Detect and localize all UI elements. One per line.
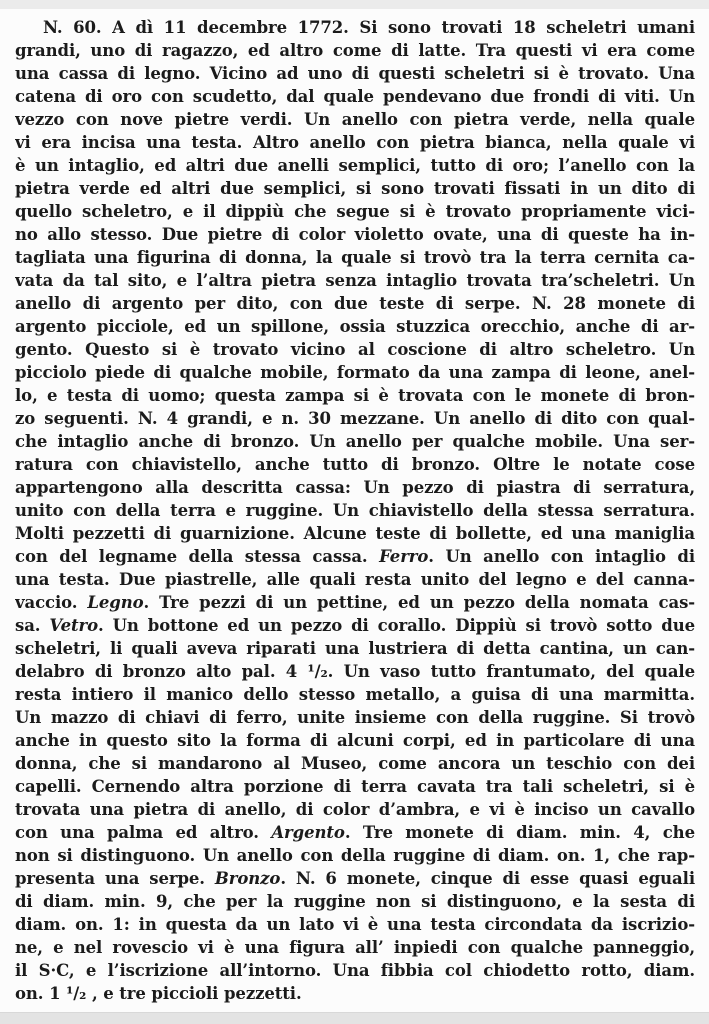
text-line	[15, 315, 695, 338]
text-segment: una testa. Due piastrelle, alle quali resta unito del legno e del canna-	[15, 570, 695, 589]
text-segment: il S·C, e l’iscrizione all’intorno. Una fibbia col chiodetto rotto, diam.	[15, 961, 695, 980]
text-line	[15, 798, 695, 821]
text-line	[15, 430, 695, 453]
text-segment: tagliata una figurina di donna, la quale si trovò tra la terra cernita ca-	[15, 248, 695, 267]
text-segment: presenta una serpe.	[15, 869, 215, 888]
text-line	[15, 637, 695, 660]
text-line	[15, 361, 695, 384]
text-segment: che intaglio anche di bronzo. Un anello per qualche mobile. Una ser-	[15, 432, 695, 451]
text-segment: catena di oro con scudetto, dal quale pendevano due frondi di viti. Un	[15, 87, 695, 106]
text-line	[15, 936, 695, 959]
text-line	[15, 545, 695, 568]
text-line	[15, 85, 695, 108]
text-segment: vata da tal sito, e l’altra pietra senza intaglio trovata tra’scheletri. Un	[15, 271, 695, 290]
text-line	[15, 775, 695, 798]
text-line	[15, 568, 695, 591]
text-line	[15, 453, 695, 476]
text-segment: . Tre pezzi di un pettine, ed un pezzo della nomata cas-	[143, 593, 695, 612]
material-label: Vetro	[49, 616, 98, 635]
text-segment: di diam. min. 9, che per la ruggine non si distinguono, e la sesta di	[15, 892, 695, 911]
text-line	[15, 200, 695, 223]
text-line	[15, 660, 695, 683]
text-segment: vi era incisa una testa. Altro anello con pietra bianca, nella quale vi	[15, 133, 695, 152]
text-segment: capelli. Cernendo altra porzione di terra cavata tra tali scheletri, si è	[15, 777, 695, 796]
text-line	[15, 706, 695, 729]
text-segment: sa.	[15, 616, 50, 635]
text-line	[15, 292, 695, 315]
text-line	[15, 522, 695, 545]
text-line	[15, 338, 695, 361]
text-line	[15, 890, 695, 913]
text-segment: trovata una pietra di anello, di color d’ambra, e vi è inciso un cavallo	[15, 800, 695, 819]
text-segment: vaccio.	[15, 593, 88, 612]
text-segment: anello di argento per dito, con due teste di serpe. N. 28 monete di	[15, 294, 695, 313]
material-label: Legno	[87, 593, 144, 612]
text-segment: . N. 6 monete, cinque di esse quasi eguali	[280, 869, 695, 888]
text-line	[15, 131, 695, 154]
text-segment: appartengono alla descritta cassa: Un pezzo di piastra di serratura,	[15, 478, 695, 497]
text-segment: picciolo piede di qualche mobile, formato da una zampa di leone, anel-	[15, 363, 695, 382]
text-line	[15, 62, 695, 85]
text-segment: una cassa di legno. Vicino ad uno di questi scheletri si è trovato. Una	[15, 64, 695, 83]
text-segment: quello scheletro, e il dippiù che segue si è trovato propriamente vici-	[15, 202, 695, 221]
text-line	[15, 269, 695, 292]
text-segment: zo seguenti. N. 4 grandi, e n. 30 mezzane. Un anello di dito con qual-	[15, 409, 695, 428]
material-label: Bronzo	[214, 869, 281, 888]
text-segment: donna, che si mandarono al Museo, come ancora un teschio con dei	[15, 754, 695, 773]
text-segment: pietra verde ed altri due semplici, si sono trovati fissati in un dito di	[15, 179, 695, 198]
text-segment: no allo stesso. Due pietre di color violetto ovate, una di queste ha in-	[15, 225, 695, 244]
text-segment: anche in questo sito la forma di alcuni corpi, ed in particolare di una	[15, 731, 695, 750]
text-line	[15, 499, 695, 522]
text-segment: argento picciole, ed un spillone, ossia stuzzica orecchio, anche di ar-	[15, 317, 695, 336]
text-line	[15, 177, 695, 200]
scan-edge-bottom	[0, 1012, 709, 1024]
text-line	[15, 591, 695, 614]
text-segment: diam. on. 1: in questa da un lato vi è una testa circondata da iscrizio-	[15, 915, 695, 934]
text-segment: ne, e nel rovescio vi è una figura all’ inpiedi con qualche panneggio,	[15, 938, 695, 957]
text-segment: non si distinguono. Un anello con della ruggine di diam. on. 1, che rap-	[15, 846, 695, 865]
text-line	[15, 729, 695, 752]
text-line	[15, 867, 695, 890]
text-line	[15, 39, 695, 62]
text-segment: . Un bottone ed un pezzo di corallo. Dippiù si trovò sotto due	[98, 616, 695, 635]
text-segment: on. 1 ¹/₂ , e tre piccioli pezzetti.	[15, 984, 302, 1003]
material-label: Argento	[271, 823, 345, 842]
text-line	[15, 246, 695, 269]
text-line	[15, 821, 695, 844]
text-line	[15, 913, 695, 936]
text-line	[15, 108, 695, 131]
text-segment: unito con della terra e ruggine. Un chiavistello della stessa serratura.	[15, 501, 695, 520]
text-line	[15, 476, 695, 499]
scan-edge-top	[0, 0, 709, 9]
text-line	[15, 384, 695, 407]
text-segment: . Un anello con intaglio di	[428, 547, 695, 566]
text-line	[15, 223, 695, 246]
text-segment: N. 60. A dì 11 decembre 1772. Si sono trovati 18 scheletri umani	[43, 18, 695, 37]
document-page	[15, 16, 695, 1005]
text-segment: ratura con chiavistello, anche tutto di bronzo. Oltre le notate cose	[15, 455, 695, 474]
text-segment: gento. Questo si è trovato vicino al coscione di altro scheletro. Un	[15, 340, 695, 359]
text-line	[15, 959, 695, 982]
text-line	[15, 614, 695, 637]
text-line	[15, 154, 695, 177]
text-segment: scheletri, li quali aveva riparati una lustriera di detta cantina, un can-	[15, 639, 695, 658]
text-line	[15, 683, 695, 706]
text-segment: . Tre monete di diam. min. 4, che	[344, 823, 695, 842]
text-segment: con una palma ed altro.	[15, 823, 272, 842]
text-line	[15, 844, 695, 867]
text-segment: Molti pezzetti di guarnizione. Alcune teste di bollette, ed una maniglia	[15, 524, 695, 543]
text-segment: resta intiero il manico dello stesso metallo, a guisa di una marmitta.	[15, 685, 695, 704]
text-segment: è un intaglio, ed altri due anelli semplici, tutto di oro; l’anello con la	[15, 156, 695, 175]
text-segment: lo, e testa di uomo; questa zampa si è trovata con le monete di bron-	[15, 386, 695, 405]
text-segment: delabro di bronzo alto pal. 4 ¹/₂. Un vaso tutto frantumato, del quale	[15, 662, 695, 681]
material-label: Ferro	[379, 547, 429, 566]
text-line	[15, 407, 695, 430]
text-line	[15, 16, 695, 39]
text-segment: con del legname della stessa cassa.	[15, 547, 380, 566]
text-segment: vezzo con nove pietre verdi. Un anello con pietra verde, nella quale	[15, 110, 695, 129]
text-segment: Un mazzo di chiavi di ferro, unite insieme con della ruggine. Si trovò	[15, 708, 695, 727]
text-line	[15, 752, 695, 775]
text-segment: grandi, uno di ragazzo, ed altro come di latte. Tra questi vi era come	[15, 41, 695, 60]
text-line	[15, 982, 695, 1005]
